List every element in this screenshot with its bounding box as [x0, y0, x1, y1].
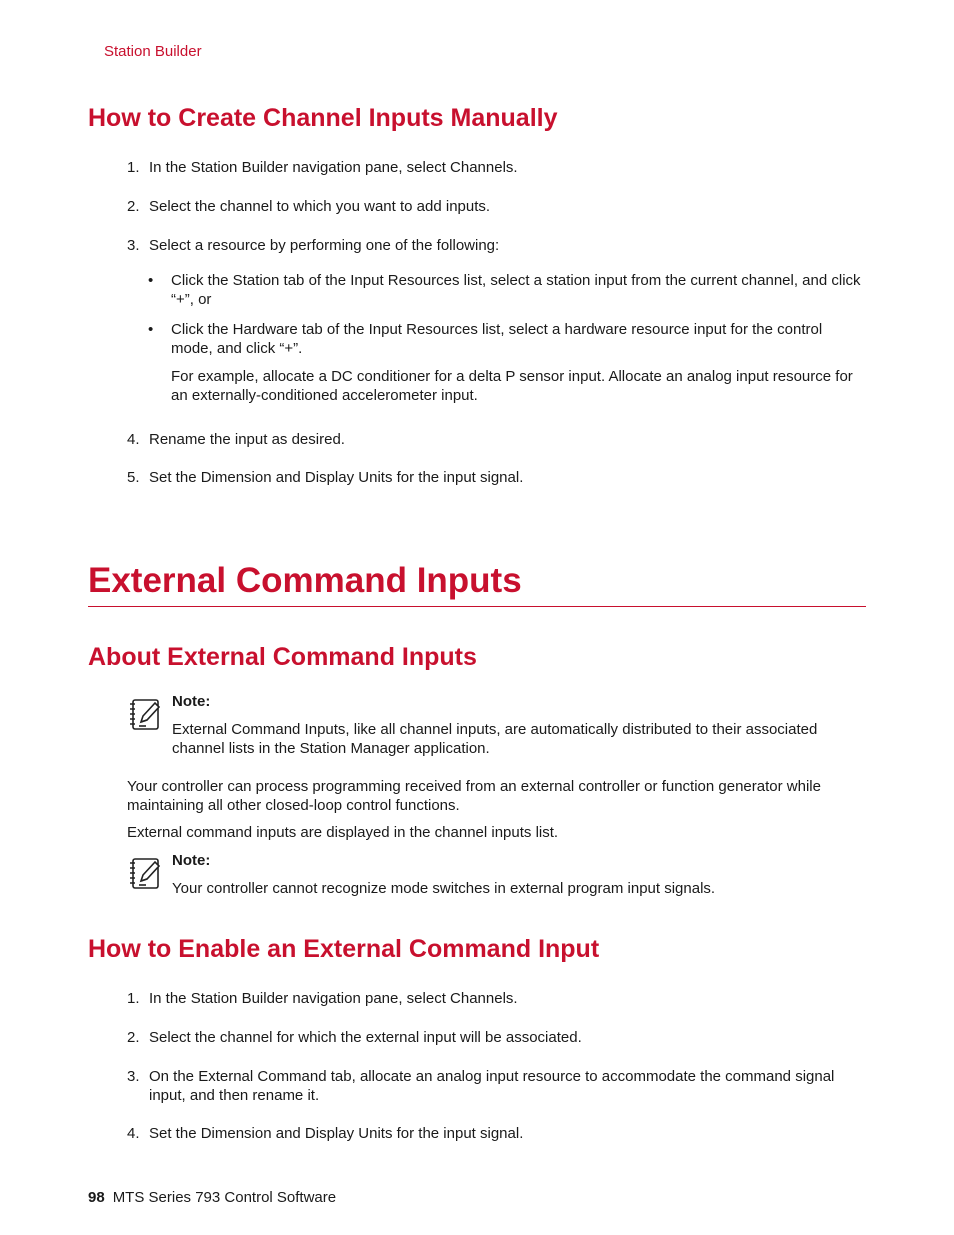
note-title: Note:: [172, 693, 211, 710]
bullet-dot: •: [148, 321, 154, 338]
step-number: 3.: [127, 1068, 140, 1085]
step-item: [127, 236, 867, 255]
step-text: In the Station Builder navigation pane, select Channels.: [149, 990, 518, 1007]
step-number: 2.: [127, 1029, 140, 1046]
body-paragraph: Your controller can process programming received from an external controller or function generator while maintaining all other closed-loop control functions.: [127, 778, 821, 814]
step-item: [127, 1124, 867, 1143]
section-title-create-channel-inputs: How to Create Channel Inputs Manually: [88, 104, 558, 132]
footer-title: MTS Series 793 Control Software: [112, 1189, 337, 1206]
step-number: 4.: [127, 1125, 140, 1142]
chapter-divider: [88, 606, 866, 607]
step-item: [127, 197, 867, 216]
step-text: Select the channel to which you want to add inputs.: [149, 198, 491, 215]
example-paragraph: For example, allocate a DC conditioner for a delta P sensor input. Allocate an analog input resource for an externally-conditioned accelerometer input.: [171, 368, 853, 404]
step-number: 1.: [127, 990, 140, 1007]
step-item: [127, 1028, 867, 1047]
bullet-text: Click the Station tab of the Input Resources list, select a station input from the current channel, and click “+”, or: [171, 272, 861, 308]
step-text: Set the Dimension and Display Units for the input signal.: [149, 469, 524, 486]
page-footer: [88, 1189, 336, 1206]
note-pencil-icon: [128, 697, 162, 731]
step-text: In the Station Builder navigation pane, select Channels.: [149, 159, 518, 176]
step-item: [127, 430, 867, 449]
step-item: [127, 468, 867, 487]
step-number: 3.: [127, 237, 140, 254]
step-text: On the External Command tab, allocate an analog input resource to accommodate the command signal input, and then rename it.: [149, 1068, 835, 1104]
step-text: Select a resource by performing one of the following:: [149, 237, 500, 254]
note-pencil-icon: [128, 856, 162, 890]
step-number: 5.: [127, 469, 140, 486]
page-number: 98: [88, 1189, 105, 1206]
step-text: Rename the input as desired.: [149, 431, 345, 448]
step-item: [127, 158, 867, 177]
note-title: Note:: [172, 852, 211, 869]
step-number: 1.: [127, 159, 140, 176]
step-text: Select the channel for which the external input will be associated.: [149, 1029, 582, 1046]
step-number: 4.: [127, 431, 140, 448]
note-text: Your controller cannot recognize mode switches in external program input signals.: [172, 880, 716, 897]
header-breadcrumb[interactable]: Station Builder: [104, 43, 202, 60]
step-text: Set the Dimension and Display Units for the input signal.: [149, 1125, 524, 1142]
bullet-dot: •: [148, 272, 154, 289]
step-number: 2.: [127, 198, 140, 215]
note-text: External Command Inputs, like all channel inputs, are automatically distributed to their associated channel lists in the Station Manager application.: [172, 721, 818, 757]
step-item: [127, 1067, 867, 1105]
body-paragraph: External command inputs are displayed in the channel inputs list.: [127, 824, 559, 841]
bullet-text: Click the Hardware tab of the Input Resources list, select a hardware resource input for the control mode, and click “+”.: [171, 321, 823, 357]
section-title-about-external-command: About External Command Inputs: [88, 643, 477, 671]
section-title-enable-external-command: How to Enable an External Command Input: [88, 935, 600, 963]
chapter-title: External Command Inputs: [88, 561, 522, 600]
step-item: [127, 989, 867, 1008]
